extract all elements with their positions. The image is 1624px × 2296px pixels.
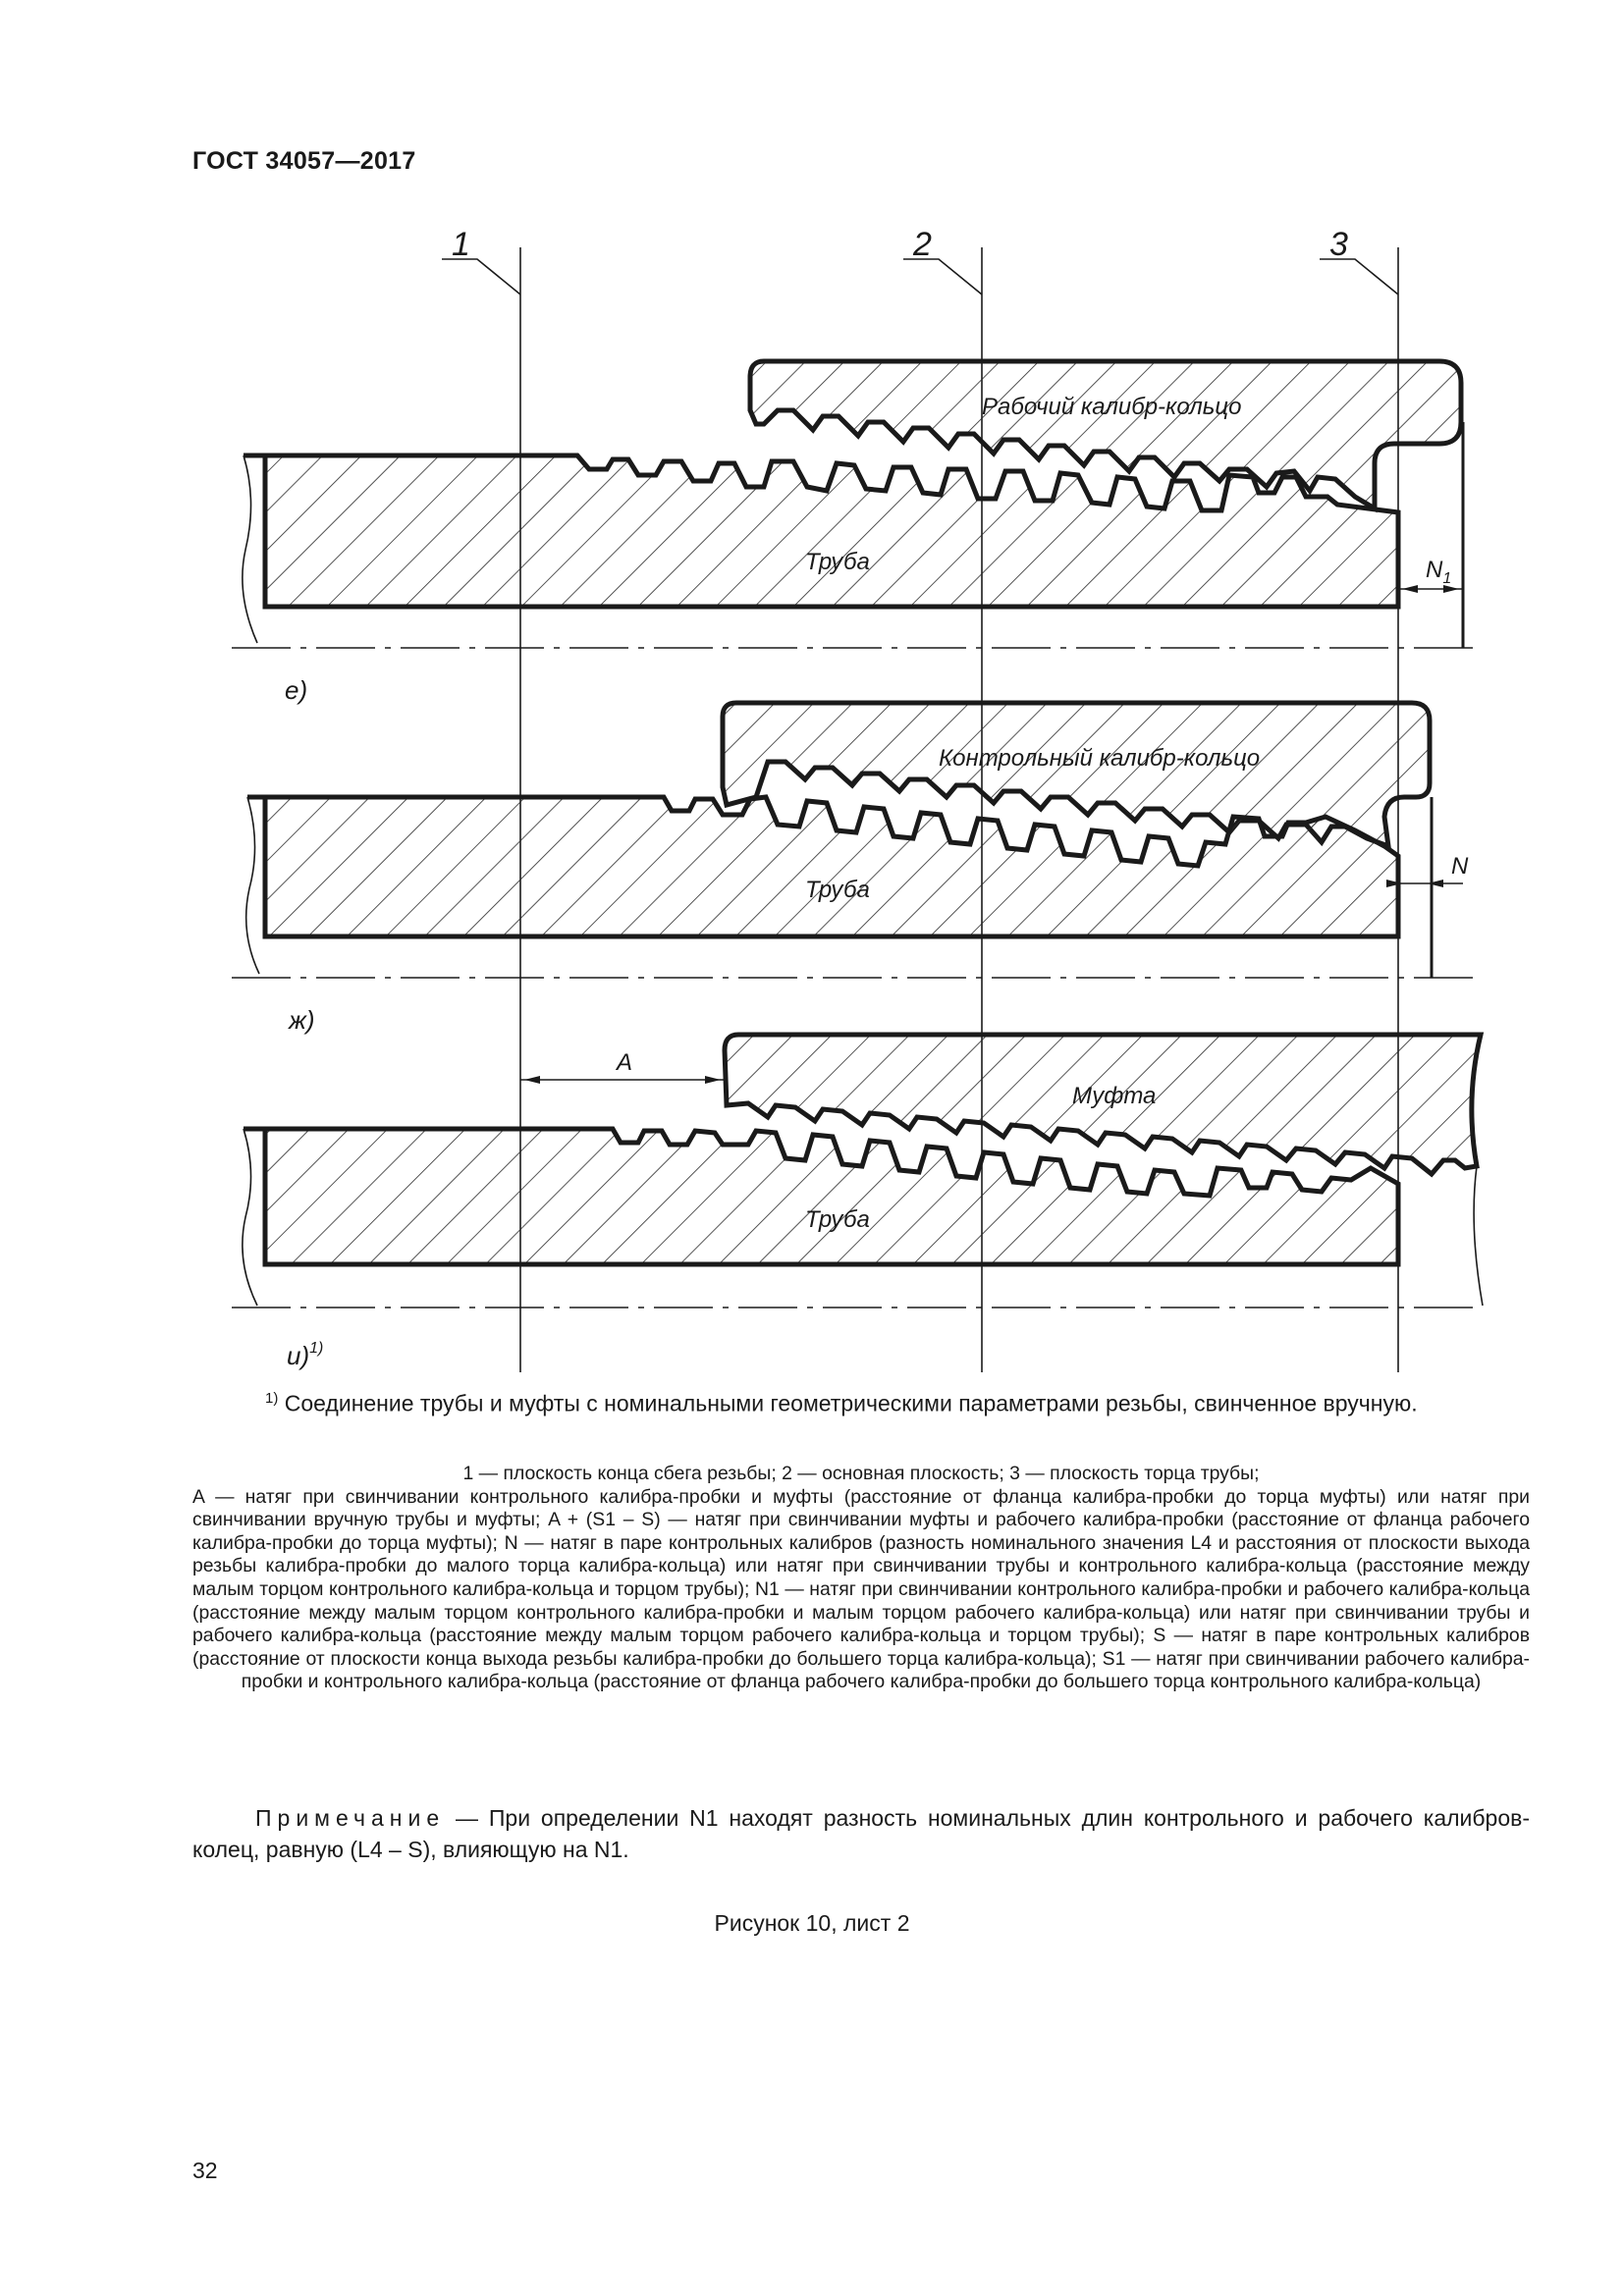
svg-text:и)1) bbox=[287, 1340, 323, 1370]
note bbox=[192, 1802, 1530, 1865]
coupling-i-label: Муфта bbox=[1072, 1083, 1157, 1109]
subfigure-e-label: е) bbox=[285, 675, 308, 705]
plane-3-marker: 3 bbox=[1329, 226, 1348, 263]
subfigure-i-footnote-marker: 1) bbox=[309, 1340, 324, 1357]
footnote bbox=[265, 1390, 1532, 1417]
legend-body: A — натяг при свинчивании контрольного калибра-пробки и муфты (расстояние от фланца калибра-пробки до торца муфты) или натяг при свинчивании вручную трубы и муфты; A + (S1 – S) — натяг при свинчивании муфты и рабочего калибра-пробки (расстояние от фланца рабочего калибра-пробки до торца муфты); N — натяг в паре контрольных калибров (разность номинального значения L4 и расстояния от плоскости выхода резьбы калибра-пробки до малого торца калибра-кольца) или натяг при свинчивании трубы и контрольного калибра-кольца (расстояние между малым торцом контрольного калибра-кольца и торцом трубы); N1 — натяг при свинчивании контрольного калибра-пробки и рабочего калибра-кольца (расстояние между малым торцом контрольного калибра-пробки и малым торцом рабочего калибра-кольца) или натяг при свинчивании трубы и рабочего калибра-кольца (расстояние между малым торцом рабочего калибра-кольца и торцом трубы); S — натяг в паре контрольных калибров (расстояние от плоскости конца выхода резьбы калибра-пробки до большего торца калибра-кольца); S1 — натяг при свинчивании рабочего калибра-пробки и контрольного калибра-кольца (расстояние от фланца рабочего калибра-пробки до большего торца контрольного калибра-кольца) bbox=[192, 1485, 1530, 1693]
subfigure-zh bbox=[232, 703, 1483, 1035]
legend bbox=[192, 1463, 1530, 1694]
subfigure-zh-label: ж) bbox=[289, 1005, 315, 1035]
pipe-zh-label: Труба bbox=[805, 877, 870, 903]
footnote-text: Соединение трубы и муфты с номинальными геометрическими параметрами резьбы, свинченное вручную. bbox=[278, 1390, 1418, 1416]
page-number: 32 bbox=[192, 2158, 218, 2183]
subfigure-e bbox=[232, 361, 1483, 705]
legend-line-1: 1 — плоскость конца сбега резьбы; 2 — основная плоскость; 3 — плоскость торца трубы; bbox=[462, 1463, 1260, 1484]
plane-1-marker: 1 bbox=[452, 226, 470, 263]
footnote-marker: 1) bbox=[265, 1390, 279, 1407]
subfigure-i-label: и) bbox=[287, 1341, 310, 1370]
ring-gauge-e-label: Рабочий калибр-кольцо bbox=[982, 394, 1242, 420]
dimension-n1-subscript: 1 bbox=[1442, 570, 1452, 587]
figure-caption: Рисунок 10, лист 2 bbox=[714, 1910, 910, 1936]
document-header: ГОСТ 34057—2017 bbox=[192, 147, 416, 175]
svg-text:N1 bbox=[1426, 557, 1451, 587]
plane-2-marker: 2 bbox=[913, 226, 932, 263]
pipe-e-label: Труба bbox=[805, 549, 870, 575]
dimension-n1-label: N bbox=[1426, 557, 1443, 583]
dimension-n-label: N bbox=[1451, 853, 1469, 880]
note-text: — При определении N1 находят разность номинальных длин контрольного и рабочего калибров-колец, равную (L4 – S), влияющую на N1. bbox=[192, 1805, 1531, 1862]
dimension-a-label: A bbox=[617, 1049, 633, 1076]
subfigure-i bbox=[232, 1035, 1483, 1370]
control-ring-gauge-zh-label: Контрольный калибр-кольцо bbox=[939, 745, 1261, 772]
pipe-i-label: Труба bbox=[805, 1206, 870, 1233]
note-label: Примечание bbox=[255, 1805, 446, 1831]
